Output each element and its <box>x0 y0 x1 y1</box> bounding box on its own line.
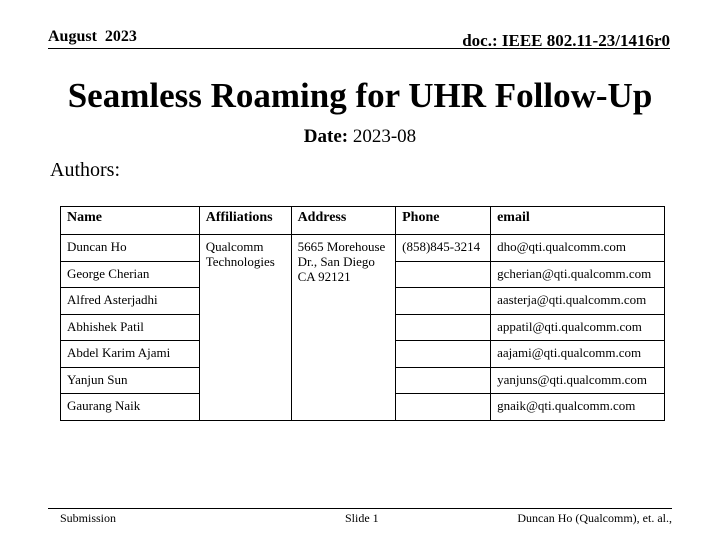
author-phone <box>396 367 491 394</box>
author-phone: (858)845-3214 <box>396 235 491 262</box>
author-name: Duncan Ho <box>61 235 200 262</box>
header-divider <box>48 48 670 49</box>
column-header: Phone <box>396 207 491 235</box>
authors-label: Authors: <box>50 159 120 181</box>
date-line <box>0 126 720 148</box>
author-phone <box>396 288 491 315</box>
column-header: email <box>491 207 665 235</box>
author-name: Alfred Asterjadhi <box>61 288 200 315</box>
slide-title: Seamless Roaming for UHR Follow-Up <box>67 76 653 115</box>
footer-submission: Submission <box>60 511 117 525</box>
column-header: Affiliations <box>199 207 291 235</box>
author-email: aasterja@qti.qualcomm.com <box>491 288 665 315</box>
column-header: Address <box>291 207 396 235</box>
author-email: aajami@qti.qualcomm.com <box>491 341 665 368</box>
author-name: Gaurang Naik <box>61 394 200 421</box>
date-value: 2023-08 <box>352 126 417 147</box>
header-doc-id: doc.: IEEE 802.11-23/1416r0 <box>462 31 670 50</box>
author-email: gnaik@qti.qualcomm.com <box>491 394 665 421</box>
footer-divider <box>48 508 672 509</box>
authors-table <box>60 206 665 421</box>
author-name: Yanjun Sun <box>61 367 200 394</box>
footer-slide-number: Slide 1 <box>345 511 379 525</box>
author-name: Abdel Karim Ajami <box>61 341 200 368</box>
author-phone <box>396 314 491 341</box>
author-address: 5665 Morehouse Dr., San Diego CA 92121 <box>291 235 396 421</box>
author-phone <box>396 394 491 421</box>
header-date: August 2023 <box>48 28 137 45</box>
table-row <box>61 235 665 262</box>
author-phone <box>396 261 491 288</box>
column-header: Name <box>61 207 200 235</box>
author-name: George Cherian <box>61 261 200 288</box>
author-email: gcherian@qti.qualcomm.com <box>491 261 665 288</box>
author-affiliation: Qualcomm Technologies <box>199 235 291 421</box>
table-header-row <box>61 207 665 235</box>
author-email: dho@qti.qualcomm.com <box>491 235 665 262</box>
author-email: appatil@qti.qualcomm.com <box>491 314 665 341</box>
author-phone <box>396 341 491 368</box>
author-name: Abhishek Patil <box>61 314 200 341</box>
date-label: Date: <box>303 126 349 147</box>
author-email: yanjuns@qti.qualcomm.com <box>491 367 665 394</box>
footer-author: Duncan Ho (Qualcomm), et. al., <box>517 511 672 525</box>
